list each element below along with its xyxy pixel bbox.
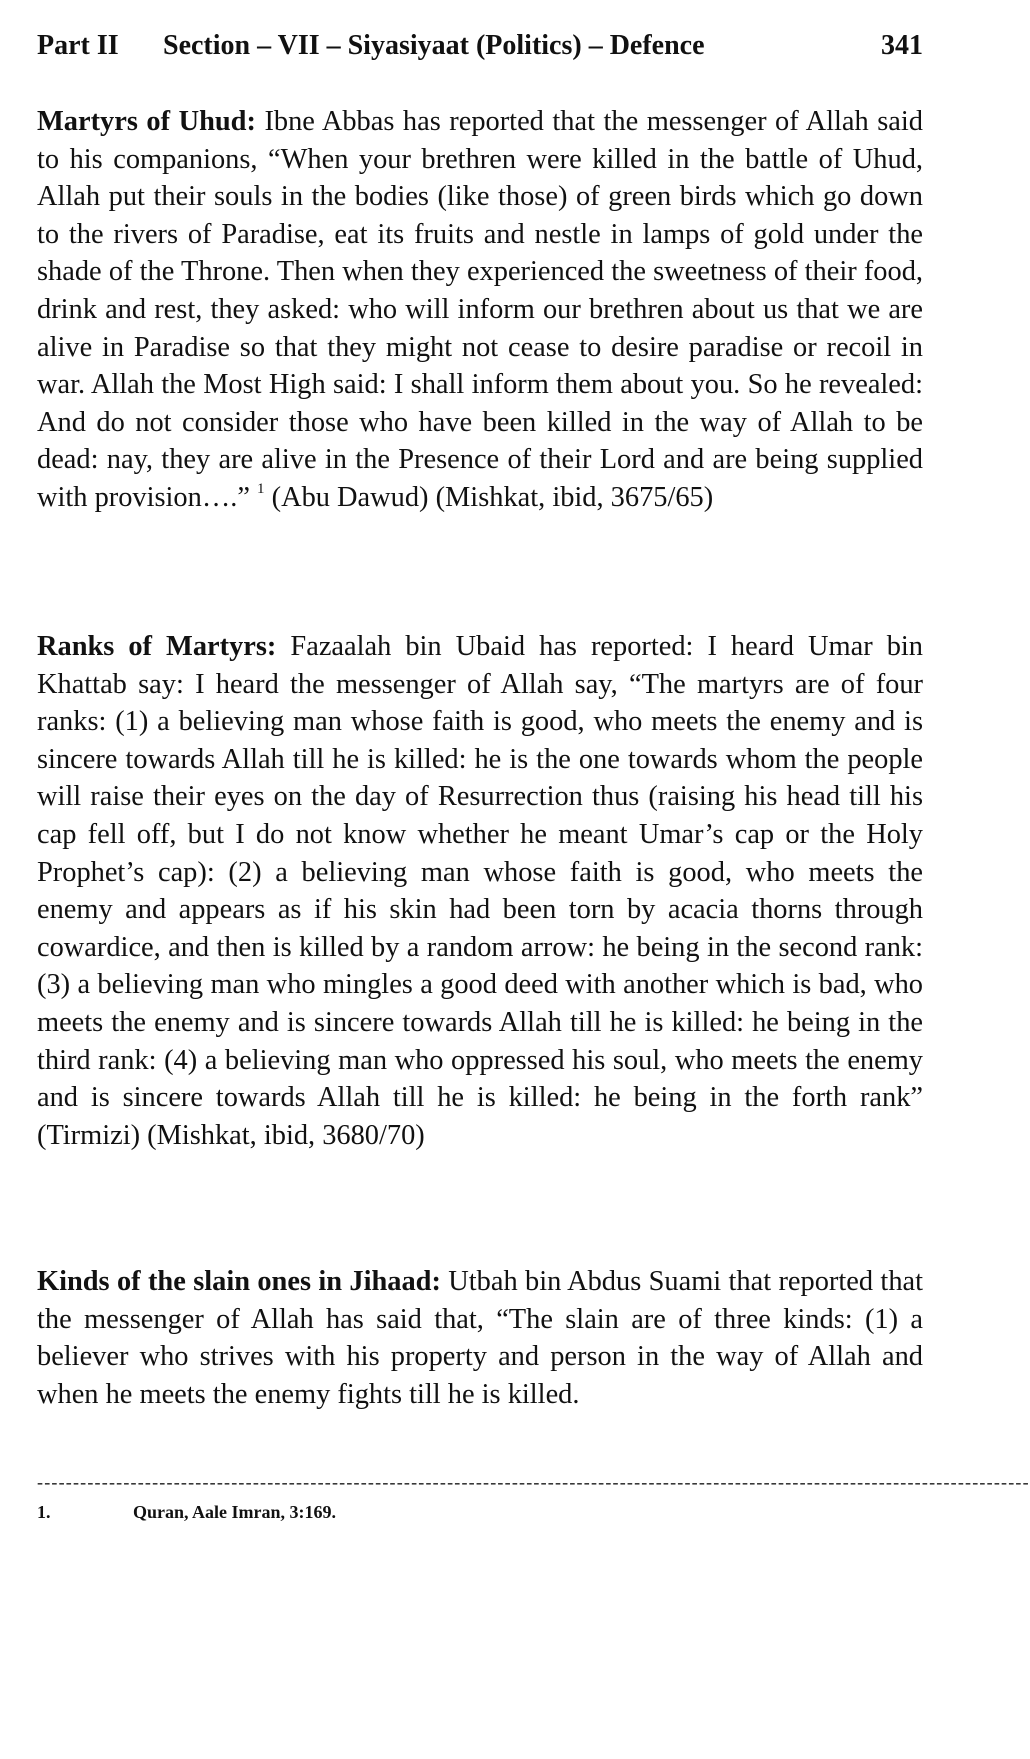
- page-number: 341: [881, 30, 923, 61]
- footnote-text: Quran, Aale Imran, 3:169.: [133, 1502, 337, 1522]
- footnote-reference: 1: [257, 481, 265, 498]
- paragraph-heading: Ranks of Martyrs:: [37, 631, 277, 662]
- paragraph-martyrs-of-uhud: [37, 103, 923, 517]
- paragraph-heading: Kinds of the slain ones in Jihaad:: [37, 1266, 441, 1297]
- paragraph-kinds-of-slain: [37, 1263, 923, 1413]
- footnote-number: 1.: [37, 1502, 51, 1522]
- paragraph-heading: Martyrs of Uhud:: [37, 106, 256, 137]
- paragraph-body-continued: (Abu Dawud) (Mishkat, ibid, 3675/65): [264, 481, 714, 513]
- footnote: [37, 1497, 923, 1527]
- paragraph-body: Ibne Abbas has reported that the messenger of Allah said to his companions, “When your brethren were killed in the battle of Uhud, Allah put their souls in the bodies (like those) of green birds which go down to the rivers of Paradise, eat its fruits and nestle in lamps of gold under the shade of the Throne. Then when they experienced the sweetness of their food, drink and rest, they asked: who will inform our brethren about us that we are alive in Paradise so that they might not cease to desire paradise or recoil in war. Allah the Most High said: I shall inform them about you. So he revealed: And do not consider those who have been killed in the way of Allah to be dead: nay, they are alive in the Presence of their Lord and are being supplied with provision….”: [37, 106, 923, 513]
- footnote-separator: ------------------------------------------------------------------------------------------------------------------------------------------: [37, 1472, 1030, 1492]
- paragraph-ranks-of-martyrs: [37, 628, 923, 1154]
- running-header: [37, 26, 923, 66]
- header-part: Part II: [37, 30, 119, 61]
- paragraph-body: Utbah bin Abdus Suami that reported that the messenger of Allah has said that, “The slain are of three kinds: (1) a believer who strives with his property and person in the way of Allah and when he meets the enemy fights till he is killed.: [37, 1266, 923, 1410]
- header-section-title: Section – VII – Siyasiyaat (Politics) – Defence: [163, 30, 705, 61]
- paragraph-body: Fazaalah bin Ubaid has reported: I heard Umar bin Khattab say: I heard the messenger of Allah say, “The martyrs are of four ranks: (1) a believing man whose faith is good, who meets the enemy and is sincere towards Allah till he is killed: he is the one towards whom the people will raise their eyes on the day of Resurrection thus (raising his head till his cap fell off, but I do not know whether he meant Umar’s cap or the Holy Prophet’s cap): (2) a believing man whose faith is good, who meets the enemy and appears as if his skin had been torn by acacia thorns through cowardice, and then is killed by a random arrow: he being in the second rank: (3) a believing man who mingles a good deed with another which is bad, who meets the enemy and is sincere towards Allah till he is killed: he being in the third rank: (4) a believing man who oppressed his soul, who meets the enemy and is sincere towards Allah till he is killed: he being in the forth rank” (Tirmizi) (Mishkat, ibid, 3680/70): [37, 631, 923, 1151]
